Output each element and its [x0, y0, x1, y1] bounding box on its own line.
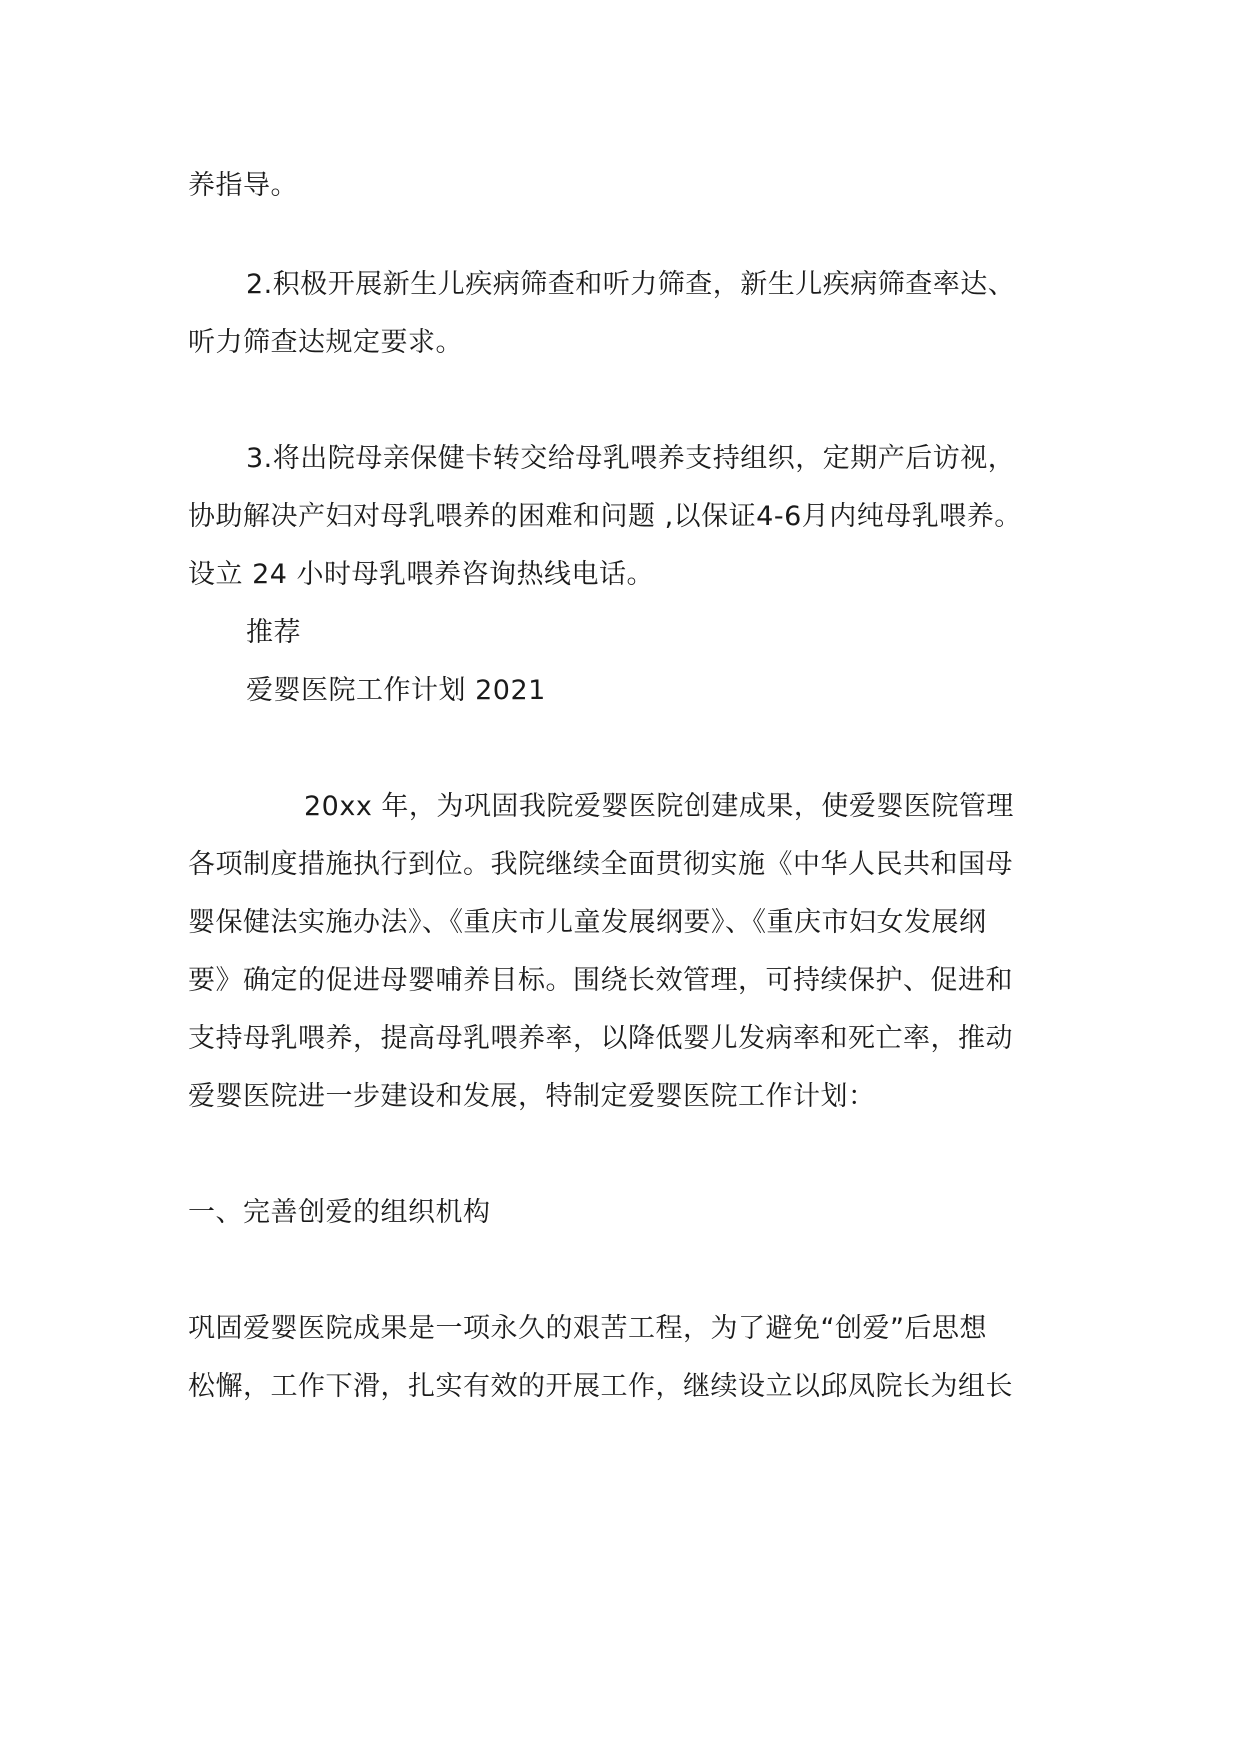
- paragraph-line: 巩固爱婴医院成果是一项永久的艰苦工程，为了避免“创爱”后思想: [188, 1313, 987, 1344]
- paragraph-line: 支持母乳喂养，提高母乳喂养率，以降低婴儿发病率和死亡率，推动: [188, 1023, 1013, 1054]
- recommend-label: 推荐: [246, 617, 301, 648]
- paragraph-line: 各项制度措施执行到位。我院继续全面贯彻实施《中华人民共和国母: [188, 849, 1013, 880]
- paragraph-line: 协助解决产妇对母乳喂养的困难和问题 ,以保证4-6月内纯母乳喂养。: [188, 501, 1022, 532]
- paragraph-line: 养指导。: [188, 170, 298, 201]
- paragraph-line: 松懈，工作下滑，扎实有效的开展工作，继续设立以邱凤院长为组长: [188, 1371, 1013, 1402]
- paragraph-line: 要》确定的促进母婴哺养目标。围绕长效管理，可持续保护、促进和: [188, 965, 1013, 996]
- paragraph-line: 听力筛查达规定要求。: [188, 327, 463, 358]
- paragraph-line: 婴保健法实施办法》、《重庆市儿童发展纲要》、《重庆市妇女发展纲: [188, 907, 987, 938]
- section-heading: 一、完善创爱的组织机构: [188, 1197, 491, 1228]
- paragraph-line: 爱婴医院进一步建设和发展，特制定爱婴医院工作计划：: [188, 1081, 876, 1112]
- paragraph-line: 设立 24 小时母乳喂养咨询热线电话。: [188, 559, 655, 590]
- recommend-link-title[interactable]: 爱婴医院工作计划 2021: [246, 675, 546, 706]
- paragraph-line: 2.积极开展新生儿疾病筛查和听力筛查，新生儿疾病筛查率达、: [246, 269, 1016, 300]
- paragraph-line: 3.将出院母亲保健卡转交给母乳喂养支持组织，定期产后访视，: [246, 443, 1016, 474]
- paragraph-line: 20xx 年，为巩固我院爱婴医院创建成果，使爱婴医院管理: [304, 791, 1014, 822]
